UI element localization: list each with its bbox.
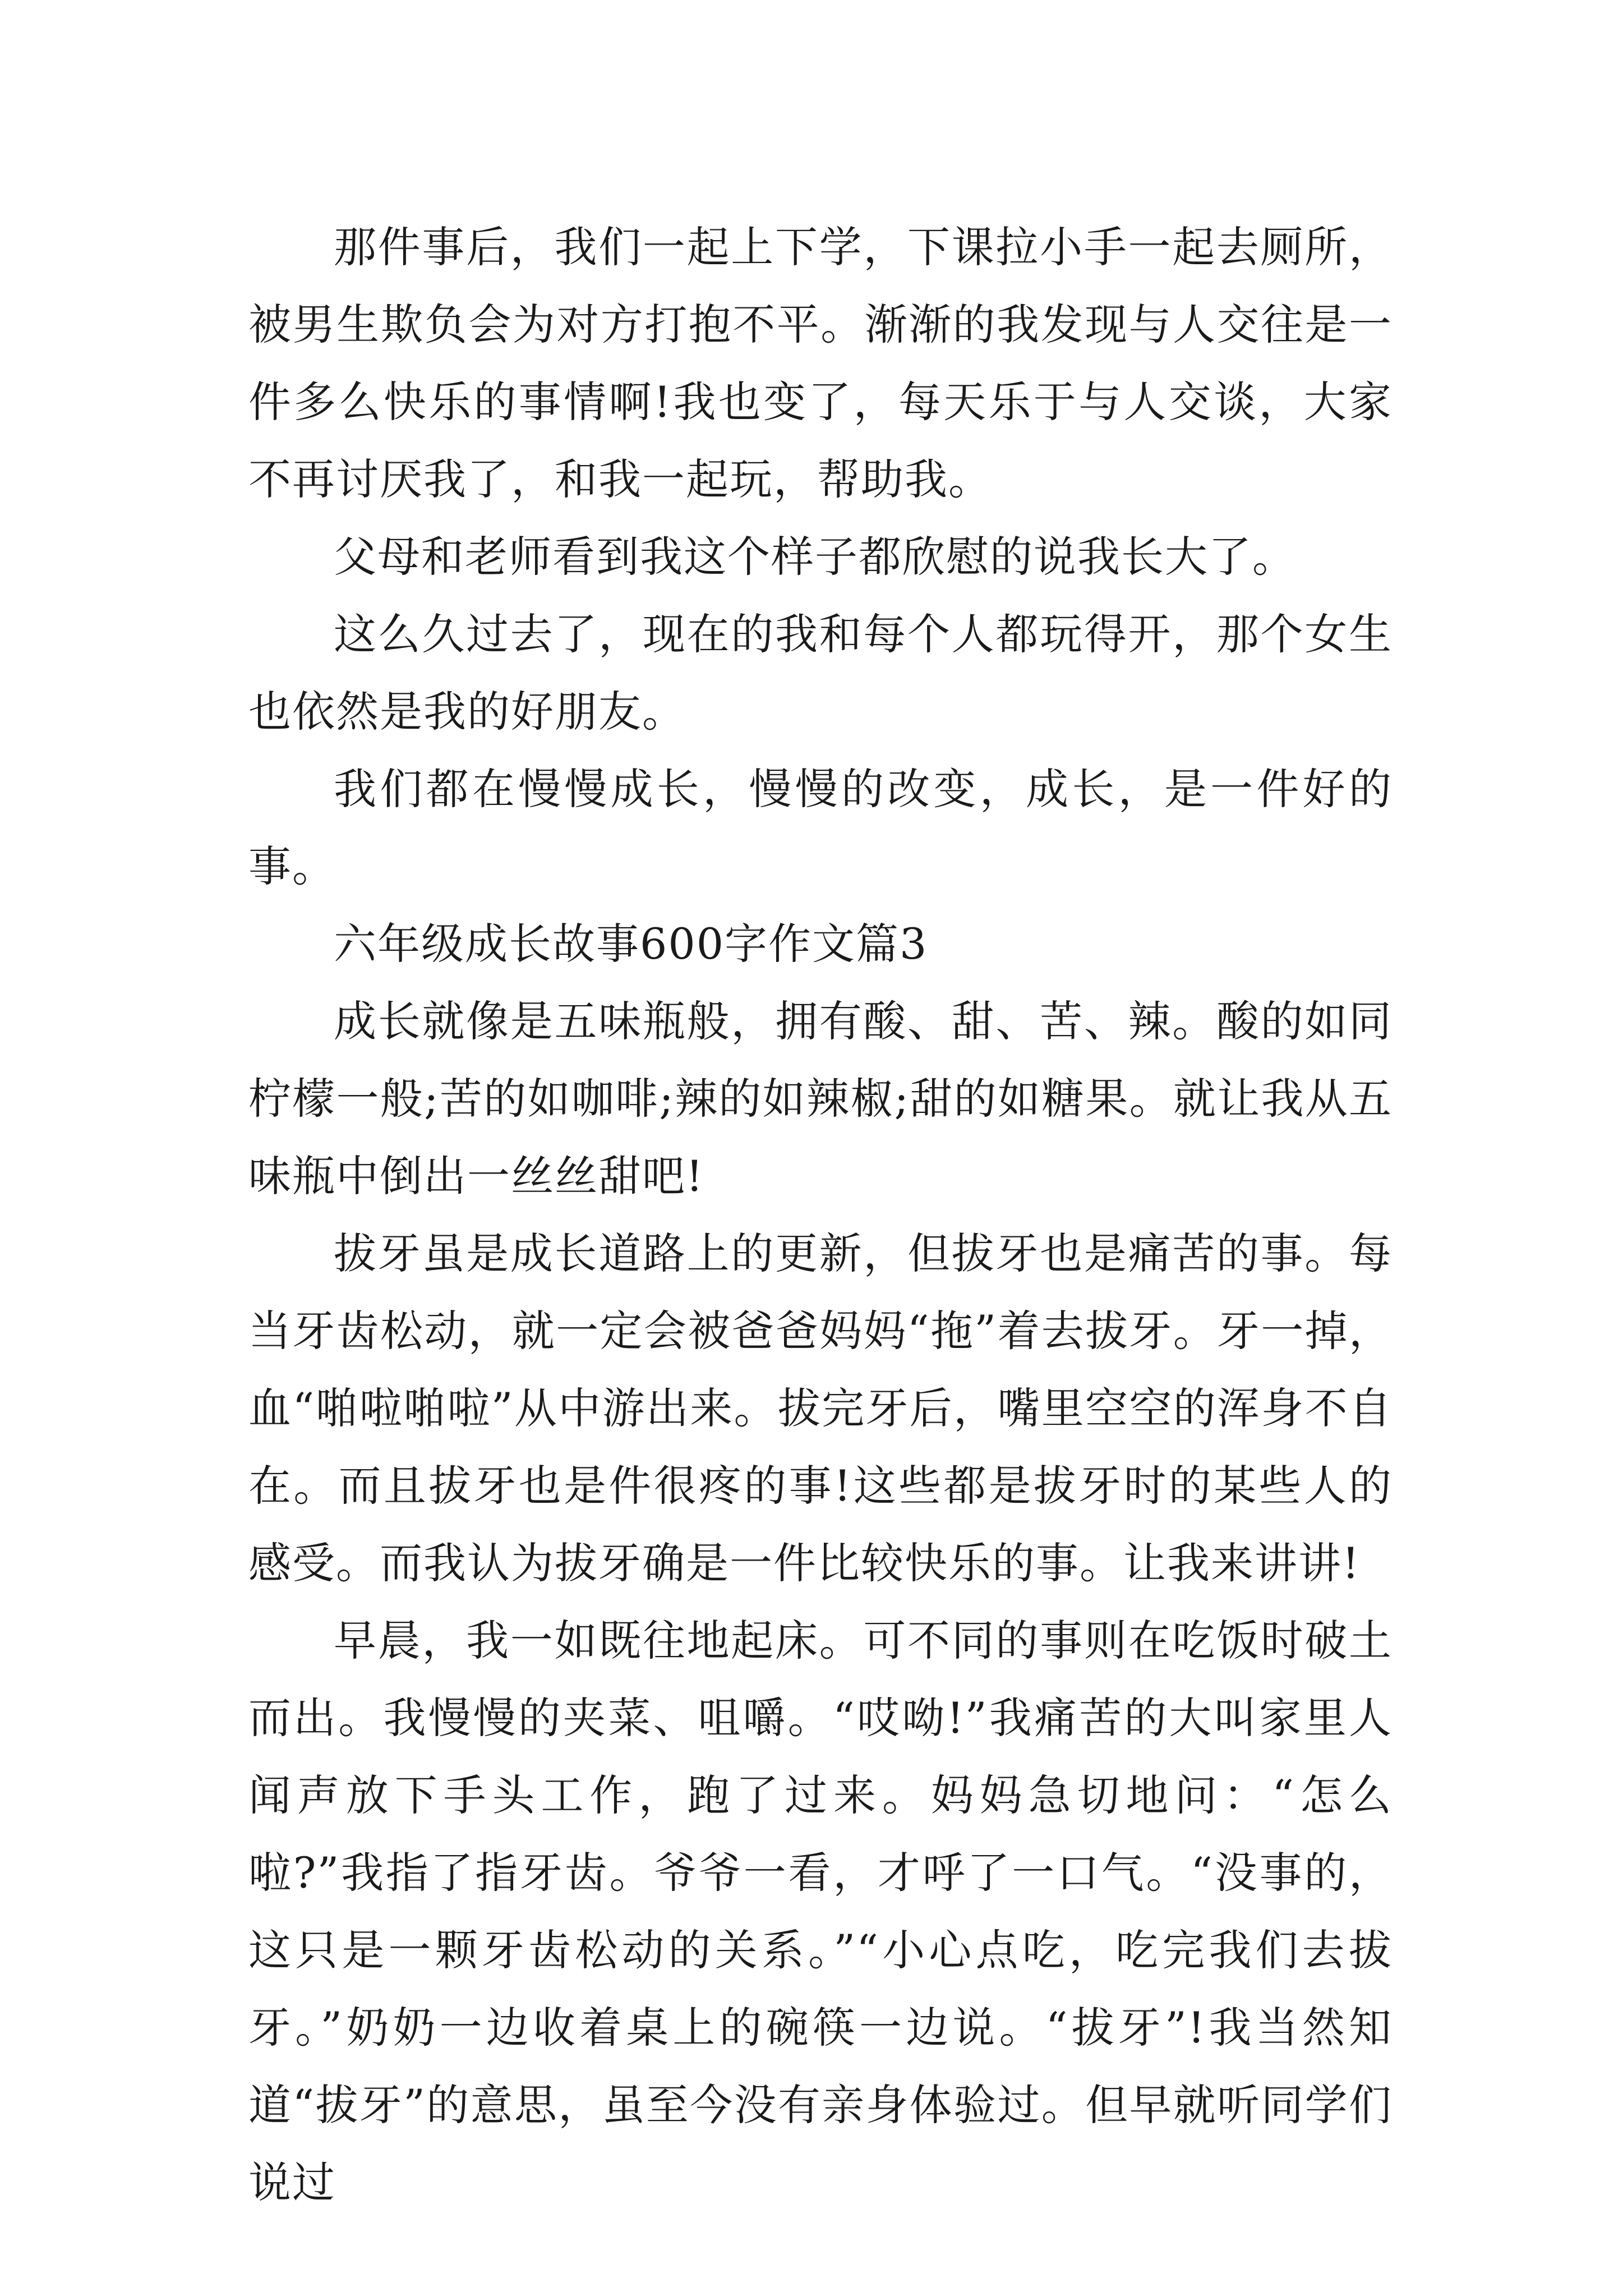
section-heading: 六年级成长故事600字作文篇3 xyxy=(334,919,928,969)
paragraph: 我们都在慢慢成长，慢慢的改变，成长，是一件好的事。 xyxy=(248,764,1393,891)
paragraph: 成长就像是五味瓶般，拥有酸、甜、苦、辣。酸的如同柠檬一般;苦的如咖啡;辣的如辣椒;甜的如糖果。就让我从五味瓶中倒出一丝丝甜吧! xyxy=(248,996,1393,1201)
paragraph: 那件事后，我们一起上下学，下课拉小手一起去厕所，被男生欺负会为对方打抱不平。渐渐的我发现与人交往是一件多么快乐的事情啊!我也变了，每天乐于与人交谈，大家不再讨厌我了，和我一起玩，帮助我。 xyxy=(248,222,1393,504)
paragraph: 这么久过去了，现在的我和每个人都玩得开，那个女生也依然是我的好朋友。 xyxy=(248,609,1393,737)
paragraph: 早晨，我一如既往地起床。可不同的事则在吃饭时破土而出。我慢慢的夹菜、咀嚼。“哎呦!”我痛苦的大叫家里人闻声放下手头工作，跑了过来。妈妈急切地问：“怎么啦?”我指了指牙齿。爷爷一看，才呼了一口气。“没事的，这只是一颗牙齿松动的关系。”“小心点吃，吃完我们去拔牙。”奶奶一边收着桌上的碗筷一边说。“拔牙”!我当然知道“拔牙”的意思，虽至今没有亲身体验过。但早就听同学们说过 xyxy=(248,1616,1393,2207)
document-body xyxy=(248,209,1393,2221)
paragraph: 父母和老师看到我这个样子都欣慰的说我长大了。 xyxy=(334,532,1296,582)
paragraph: 拔牙虽是成长道路上的更新，但拔牙也是痛苦的事。每当牙齿松动，就一定会被爸爸妈妈“拖”着去拔牙。牙一掉，血“啪啦啪啦”从中游出来。拔完牙后，嘴里空空的浑身不自在。而且拔牙也是件很疼的事!这些都是拔牙时的某些人的感受。而我认为拔牙确是一件比较快乐的事。让我来讲讲! xyxy=(248,1228,1393,1588)
